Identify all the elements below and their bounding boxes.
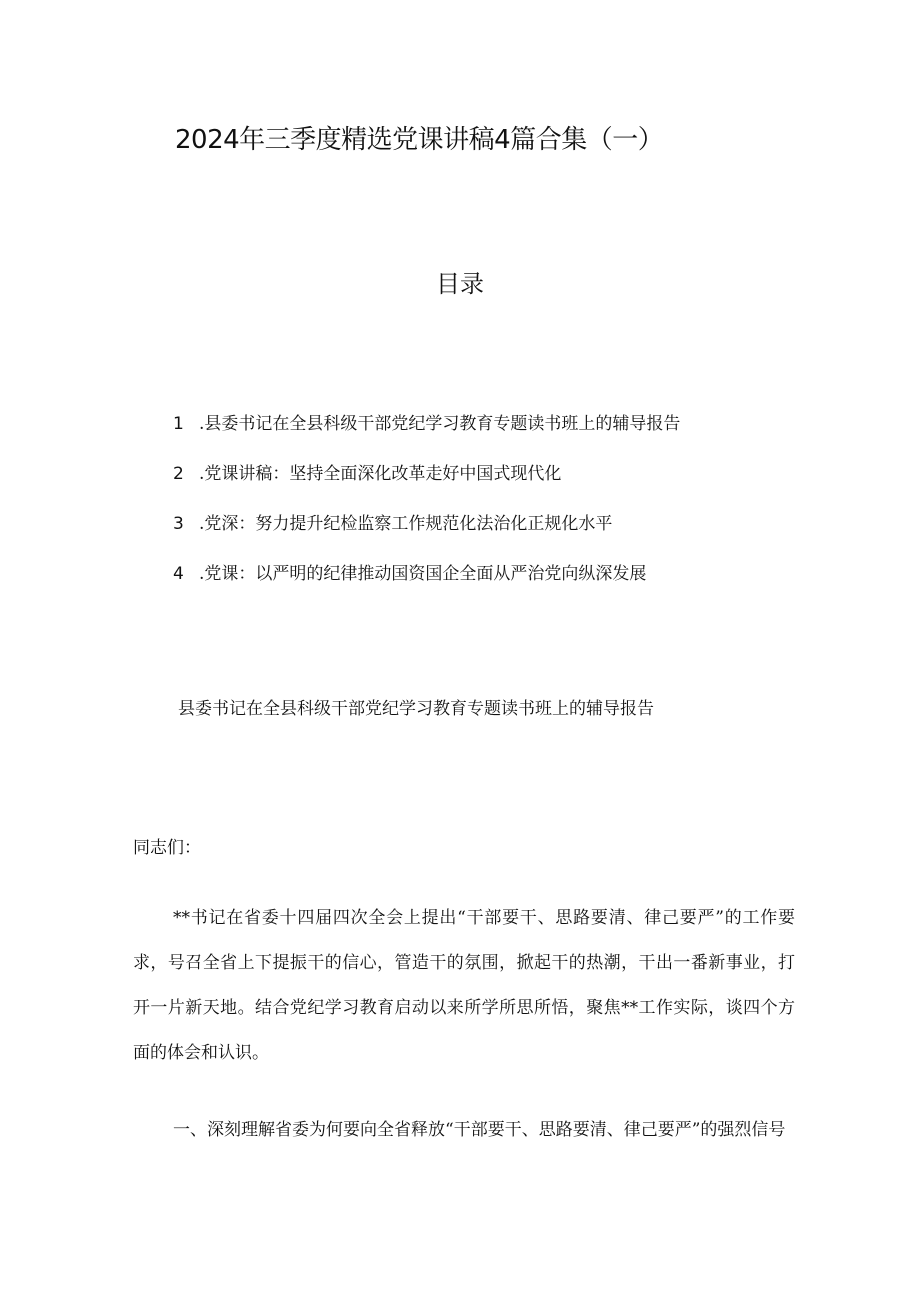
- toc-item-text: .党课：以严明的纪律推动国资国企全面从严治党向纵深发展: [199, 564, 647, 584]
- toc-item-2[interactable]: [173, 458, 680, 508]
- toc-item-1[interactable]: [173, 408, 680, 458]
- document-title: 2024年三季度精选党课讲稿4篇合集（一）: [175, 125, 664, 155]
- toc-item-3[interactable]: [173, 508, 680, 558]
- toc-heading: 目录: [436, 270, 484, 298]
- section-title: 县委书记在全县科级干部党纪学习教育专题读书班上的辅导报告: [178, 699, 654, 719]
- toc-item-text: .党深：努力提升纪检监察工作规范化法治化正规化水平: [199, 514, 613, 534]
- table-of-contents: [173, 408, 680, 608]
- toc-item-number: 2: [173, 464, 184, 484]
- toc-item-number: 1: [173, 414, 184, 434]
- toc-item-4[interactable]: [173, 558, 680, 608]
- toc-item-text: .党课讲稿：坚持全面深化改革走好中国式现代化: [199, 464, 562, 484]
- toc-item-number: 3: [173, 514, 184, 534]
- salutation: 同志们：: [133, 838, 201, 858]
- body-paragraph: **书记在省委十四届四次全会上提出“干部要干、思路要清、律己要严”的工作要求，号召全省上下提振干的信心，管造干的氛围，掀起干的热潮，干出一番新事业，打开一片新天地。结合党纪学习教育启动以来所学所思所悟，聚焦**工作实际，谈四个方面的体会和认识。: [133, 908, 795, 1063]
- section-heading-paragraph: 一、深刻理解省委为何要向全省释放“干部要干、思路要清、律己要严”的强烈信号: [173, 1120, 786, 1140]
- toc-item-number: 4: [173, 564, 184, 584]
- toc-item-text: .县委书记在全县科级干部党纪学习教育专题读书班上的辅导报告: [199, 414, 681, 434]
